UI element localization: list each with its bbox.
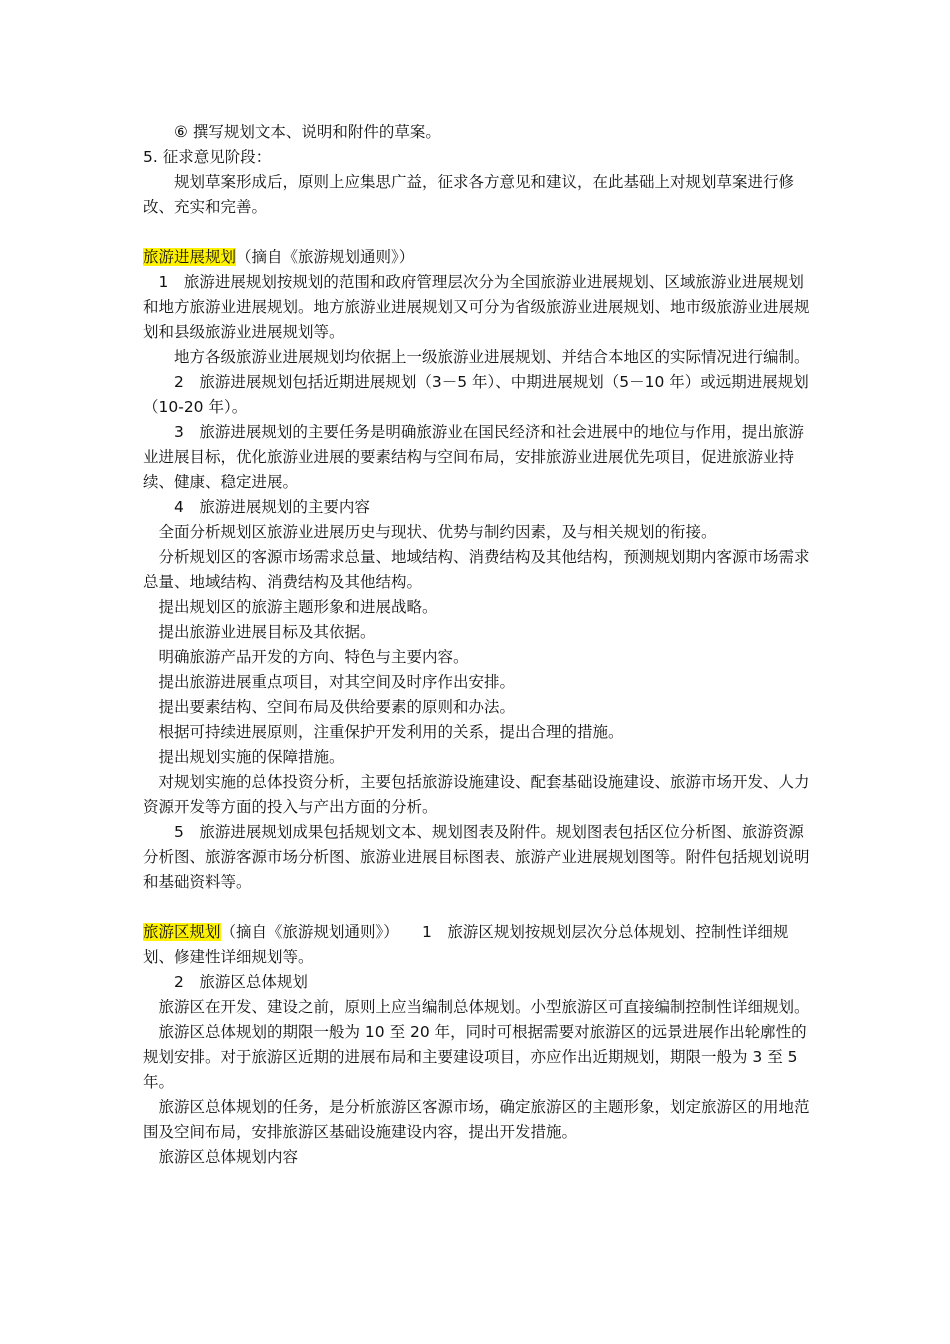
section-heading (143, 245, 811, 270)
paragraph: 旅游区总体规划的期限一般为 10 至 20 年，同时可根据需要对旅游区的远景进展作出轮廓性的规划安排。对于旅游区近期的进展布局和主要建设项目，亦应作出近期规划，期限一般为 3 至 5 年。 (143, 1023, 807, 1091)
source-note: （摘自《旅游规划通则》） 1 旅游区规划按规划层次分总体规划、控制性详细规划、修建性详细规划等。 (143, 923, 789, 966)
list-item: 提出要素结构、空间布局及供给要素的原则和办法。 (158, 698, 516, 716)
document-body (143, 120, 811, 1170)
paragraph: 3 旅游进展规划的主要任务是明确旅游业在国民经济和社会进展中的地位与作用，提出旅游业进展目标，优化旅游业进展的要素结构与空间布局，安排旅游业进展优先项目，促进旅游业持续、健康、稳定进展。 (143, 423, 804, 491)
list-item: 提出旅游进展重点项目，对其空间及时序作出安排。 (158, 673, 516, 691)
paragraph: 2 旅游区总体规划 (174, 973, 308, 991)
paragraph: 1 旅游进展规划按规划的范围和政府管理层次分为全国旅游业进展规划、区域旅游业进展规划和地方旅游业进展规划。地方旅游业进展规划又可分为省级旅游业进展规划、地市级旅游业进展规划和县级旅游业进展规划等。 (143, 273, 810, 341)
list-item: 提出旅游业进展目标及其依据。 (158, 623, 376, 641)
paragraph: 5 旅游进展规划成果包括规划文本、规划图表及附件。规划图表包括区位分析图、旅游资源分析图、旅游客源市场分析图、旅游业进展目标图表、旅游产业进展规划图等。附件包括规划说明和基础资料等。 (143, 823, 810, 891)
section-heading (143, 920, 811, 970)
list-item: 提出规划实施的保障措施。 (158, 748, 345, 766)
list-item: ⑥ 撰写规划文本、说明和附件的草案。 (174, 123, 441, 141)
stage-heading: 5. 征求意见阶段： (143, 148, 272, 166)
list-item: 分析规划区的客源市场需求总量、地域结构、消费结构及其他结构，预测规划期内客源市场需求总量、地域结构、消费结构及其他结构。 (143, 548, 810, 591)
list-item: 明确旅游产品开发的方向、特色与主要内容。 (158, 648, 469, 666)
paragraph: 2 旅游进展规划包括近期进展规划（3－5 年）、中期进展规划（5－10 年）或远期进展规划（10-20 年）。 (143, 373, 809, 416)
highlighted-title: 旅游进展规划 (143, 248, 237, 266)
list-item: 根据可持续进展原则，注重保护开发利用的关系，提出合理的措施。 (158, 723, 624, 741)
spacer (143, 895, 811, 920)
paragraph: 4 旅游进展规划的主要内容 (174, 498, 370, 516)
paragraph: 规划草案形成后，原则上应集思广益，征求各方意见和建议，在此基础上对规划草案进行修改、充实和完善。 (143, 173, 795, 216)
list-item: 对规划实施的总体投资分析，主要包括旅游设施建设、配套基础设施建设、旅游市场开发、人力资源开发等方面的投入与产出方面的分析。 (143, 773, 810, 816)
highlighted-title: 旅游区规划 (143, 923, 221, 941)
list-item: 提出规划区的旅游主题形象和进展战略。 (158, 598, 438, 616)
list-item: 全面分析规划区旅游业进展历史与现状、优势与制约因素，及与相关规划的衔接。 (158, 523, 717, 541)
paragraph: 旅游区在开发、建设之前，原则上应当编制总体规划。小型旅游区可直接编制控制性详细规划。 (158, 998, 810, 1016)
paragraph: 旅游区总体规划的任务，是分析旅游区客源市场，确定旅游区的主题形象，划定旅游区的用地范围及空间布局，安排旅游区基础设施建设内容，提出开发措施。 (143, 1098, 810, 1141)
source-note: （摘自《旅游规划通则》） (236, 248, 415, 266)
paragraph: 旅游区总体规划内容 (158, 1148, 299, 1166)
paragraph: 地方各级旅游业进展规划均依据上一级旅游业进展规划、并结合本地区的实际情况进行编制。 (174, 348, 810, 366)
spacer (143, 220, 811, 245)
